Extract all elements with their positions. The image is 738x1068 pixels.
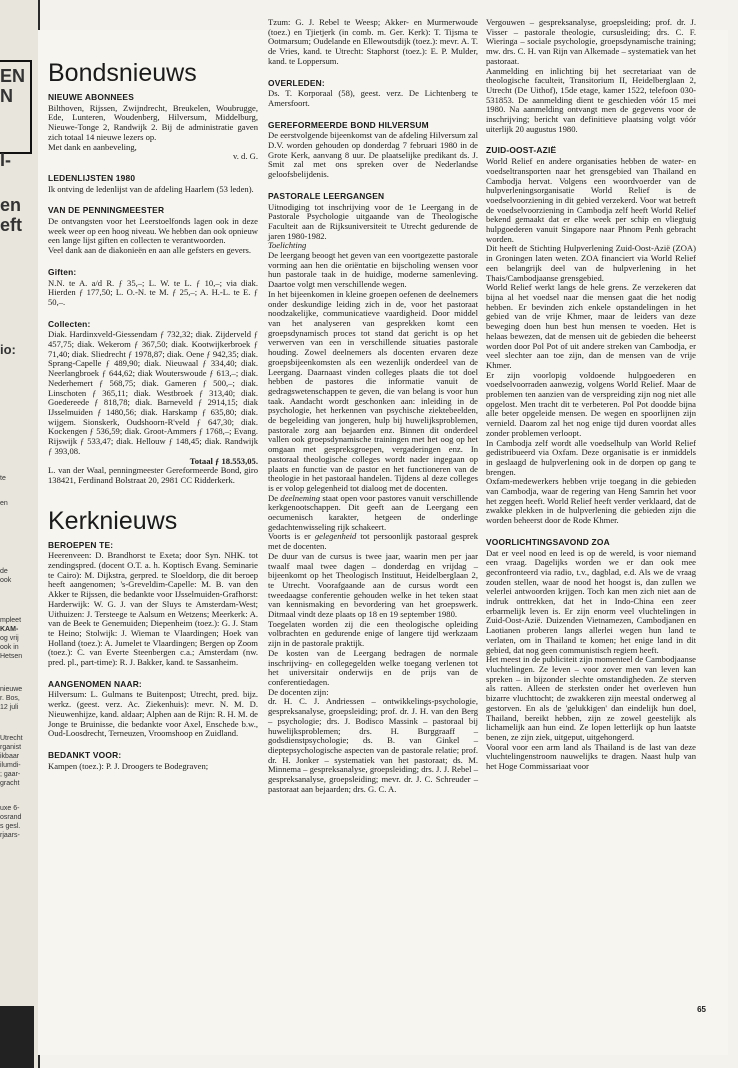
section-title-kerknieuws: Kerknieuws [48, 506, 178, 535]
paragraph: Ds. T. Korporaal (58), geest. verz. De Lichtenberg te Amersfoort. [268, 88, 478, 108]
paragraph: De kosten van de Leergang bedragen de normale inschrijving- en collegegelden welke toegang verlenen tot het universitair onderwijs en de prijs van de conferentiedagen. [268, 647, 478, 687]
margin-fragment: r. Bos, [0, 695, 20, 702]
margin-fragment: te [0, 475, 6, 482]
heading-aangenomen: AANGENOMEN NAAR: [48, 678, 142, 689]
subheading-toelichting: Toelichting [268, 240, 307, 251]
margin-fragment: I- [0, 150, 11, 170]
paragraph [268, 494, 478, 533]
heading-bond-hilversum: GEREFORMEERDE BOND HILVERSUM [268, 119, 429, 130]
paragraph: Oxfam-medewerkers hebben vrije toegang in die gebieden van Cambodja, waar de regering van Heng Samrin het voor het zeggen heeft. World Relief heeft verder verklaard, dat de zwakke plekken in de hulpverlening die gebieden zijn die worden beheerst door de Rode Khmer. [486, 476, 696, 526]
heading-collecten: Collecten: [48, 318, 91, 329]
margin-fragment: KAM- [0, 626, 19, 633]
margin-fragment: uxe 6- [0, 805, 20, 812]
heading-ledenlijsten: LEDENLIJSTEN 1980 [48, 172, 136, 183]
heading-beroepen: BEROEPEN TE: [48, 539, 114, 550]
margin-fragment: ; gaar- [0, 771, 21, 778]
section-title-bondsnieuws: Bondsnieuws [48, 59, 197, 87]
heading-bedankt: BEDANKT VOOR: [48, 749, 122, 760]
paragraph: World Relief en andere organisaties hebben de water- en voedseltransporten naar het grensgebied van Thailand en Cambodja hervat. Volgens een woordvoerder van de hulpverleningsorganisatie World Relief is de voedselvoorziening in dit gebied verzekerd. Voor wat betreft de voedselvoorziening in Cambodja zelf heeft World Relief bekend gemaakt dat er elke week per schip en vliegtuig hulpgoederen vanuit Singapore naar Phnom Penh gebracht worden. [486, 156, 696, 244]
adjacent-page-margin [0, 0, 40, 1068]
heading-giften: Giften: [48, 266, 77, 277]
margin-fragment: gracht [0, 780, 20, 787]
paragraph: Veel dank aan de diakonieën en aan alle gefsters en gevers. [48, 245, 252, 256]
margin-fragment: rjaars- [0, 832, 20, 839]
margin-fragment: N [0, 86, 13, 106]
paragraph: Heerenveen: D. Brandhorst te Exeta; door Syn. NHK. tot zendingspred. (docent O.T. a. h. Koptisch Evang. Seminarie te Cairo): M. Dijkstra, gerpred. te Sloeldorp, die dit beroep heeft aangenomen; 's-Greveldim-Capelle: M. B. van den Akker te Rijssen, die bedankte voor IJsselmuiden-Grafhorst: Harderwijk: W. G. J. van der Sluys te Amsterdam-West; Uithuizen: J. Tersteege te Aalsum en Wetzens; Meerkerk: A. van de Beek te Genemuiden; Diepenheim (toez.): G. J. Stam te Heino; Stolwijk: J. Wieman te Vlaardingen; Hoek van Holland (toez.): A. Jumelet te Vlaardingen; Bergen op Zoom (toez.): C. van Everte Steenbergen c.a.; Amsterdam (nw. pred. pl., part-time): R. J. Bakker, kand. te Sassanheim. [48, 550, 258, 668]
margin-fragment: en [0, 500, 8, 507]
signature: v. d. G. [233, 151, 258, 162]
paragraph: World Relief werkt langs de hele grens. Ze verzekeren dat bijna al het voedsel naar die mensen gaat die het nodig hebben. Er bevinden zich enkele opstandelingen in het gebied van de vrije Khmer, maar de leiders van deze beweging doen hun best hun mensen te voeden. Het is helaas bewezen, dat de mensen uit de gebieden die beheerst worden door Pol Pot of uit andere streken van Cambodja, er veel slechter aan toe zijn, dan de mensen van de vrije Khmer. [486, 282, 696, 370]
margin-fragment: de [0, 568, 8, 575]
margin-fragment: ikbaar [0, 753, 20, 760]
paragraph: N.N. te A. a/d R. ƒ 35,–; L. W. te L. ƒ 10,–; via diak. Hierden ƒ 177,50; L. O.-N. te M. ƒ 25,–; A. H.-L. te E. ƒ 50,–. [48, 277, 258, 307]
paragraph: De docenten zijn: [268, 686, 329, 697]
text-run-italic: gelegenheid [314, 531, 357, 542]
paragraph: Hilversum: L. Gulmans te Buitenpost; Utrecht, pred. bijz. werkz. (geest. verz. Ac. Ziekenhuis): mevr. N. M. D. Nieuwenhijze, kand. aldaar; Alphen aan de Rijn: R. H. M. de Jonge te Bruinisse, die bedankte voor Axel, Enschede b.w., Oud-Loosdrecht, Terneuzen, Vroomshoop en Zuidland. [48, 689, 258, 739]
paragraph: Vergouwen – gespreksanalyse, groepsleiding; prof. dr. J. Visser – pastorale theologie, cursusleiding; drs. C. F. Wieringa – sociale psychologie, groepsdynamische training; mw. drs. C. H. van Rijn van Alkemade – systematiek van het pastoraat. [486, 17, 696, 66]
margin-fragment: eft [0, 215, 22, 235]
paragraph: Bilthoven, Rijssen, Zwijndrecht, Breukelen, Woubrugge, Ede, Lunteren, Woudenberg, Hilversum, Middelburg, Nieuwe-Tonge 2, Randwijk 2. Bij de administratie gaven zich totaal 14 nieuwe lezers op. [48, 102, 258, 142]
paragraph: De duur van de cursus is twee jaar, waarin men per jaar twaalf maal twee dagen – donderdag en vrijdag – bijeenkomt op het Theologisch Instituut, Heidelberglaan 2, te Utrecht. Voorafgaande aan de cursus wordt een tweedaagse conferentie gehouden welke in het teken staat van kennismaking en bevordering van het groepswerk. Ditmaal vindt deze plaats op 18 en 19 september 1980. [268, 550, 478, 620]
margin-fragment: Utrecht [0, 735, 23, 742]
paragraph: dr. H. C. J. Andriessen – ontwikkelings-psychologie, gespreksanalyse, groepsleiding; prof. dr. J. H. van den Berg – psychologie; drs. J. Bodisco Massink – pastoraal bij huwelijksproblemen; drs. H. Burggraaff – godsdienstpsychologie; ds. B. van Ginkel – dieptepsychologische aspecten van de pastorale relatie; prof. dr. H. Jonker – systematiek van het pastoraat; ds. M. Minnema – gespreksanalyse, groepsleiding; drs. J. J. Rebel – gespreksanalyse, groepsleiding; mevr. dr. J. C. Schreuder – pastoraat aan bejaarden; drs. G. C. A. [268, 696, 478, 794]
heading-voorlichtingsavond: VOORLICHTINGSAVOND ZOA [486, 536, 610, 547]
margin-fragment: nieuwe [0, 686, 23, 693]
text-run: tot persoonlijk pastoraal gesprek met de docenten. [268, 531, 479, 552]
heading-penningmeester: VAN DE PENNINGMEESTER [48, 205, 165, 216]
paragraph: Uitnodiging tot inschrijving voor de 1e Leergang in de Pastorale Psychologie uitgaande van de Theologische Faculteit aan de Rijksuniversiteit te Utrecht gedurende de jaren 1980-1982. [268, 201, 478, 241]
paragraph: Dat er veel nood en leed is op de wereld, is voor niemand een vraag. Dagelijks worden we er dan ook mee geconfronteerd via radio, t.v., dagblad, e.d. Als we de vraag zouden stellen, waar de nood het hoogst is, dan zullen we velerlei antwoorden krijgen. Toch kan men zich niet aan de indruk onttrekken, dat het in Indo-China een zeer erbarmelijk leven is. Er zijn enorm veel vluchtelingen in Zuid-Oost-Azië. Duizenden Vietnamezen, Cambodjanen en Laotianen proberen langs allerlei wegen hun land te verlaten, om in Thailand te komen; het enige land in dit gebied, dat nog geen communistisch regiem heeft. [486, 547, 696, 655]
heading-nieuwe-abonnees: NIEUWE ABONNEES [48, 92, 134, 102]
margin-fragment: 12 juli [0, 704, 19, 711]
paragraph: Het meest in de publiciteit zijn momenteel de Cambodjaanse vluchtelingen. Ze leven – voor zover men van leven kan spreken – in bijzonder slechte omstandigheden. Ze sterven als ratten. Alleen de sterksten onder het overleven hun bizarre vluchttocht; de zwakkeren zijn meestal onderweg al gestorven. En als de 'gelukkigen' dan eindelijk hun doel, Thailand, bereikt hebben, zijn ze zowel geestelijk als lichamelijk aan hun eind. Ze lopen letterlijk op hun laatste benen, ze zijn ziek, uitgeput, uitgehongerd. [486, 654, 696, 742]
margin-fragment: EN [0, 66, 26, 86]
paragraph: De eerstvolgende bijeenkomst van de afdeling Hilversum zal D.V. worden gehouden op donderdag 7 februari 1980 in de Grote Kerk, aanvang 8 uur. De plaatselijke predikant ds. J. Smit zal met ons spreken over de Nederlandse geloofsbelijdenis. [268, 130, 478, 180]
text-run: staat open voor pastores vanuit verschillende kerkgenootschappen. Dit geeft aan de Leergang een oecumenisch karakter, hetgeen de onderlinge gedachtenwisseling rijk schakeert. [268, 492, 478, 532]
margin-fragment: ook in [0, 644, 19, 651]
text-run: Voorts is er [268, 531, 315, 542]
margin-fragment: rganist [0, 744, 22, 751]
text-run: De [268, 492, 281, 503]
paragraph: Diak. Hardinxveld-Giessendam ƒ 732,32; diak. Zijderveld ƒ 457,75; diak. Wekerom ƒ 367,50; diak. Kootwijkerbroek ƒ 71,40; diak. Sliedrecht ƒ 1978,87; diak. Oene ƒ 942,35; diak. Sprang-Capelle ƒ 489,90; diak. Nieuwaal ƒ 334,40; diak. Neerlangbroek ƒ 644,62; diak Wouterswoude ƒ 613,–; diak. Nederhemert ƒ 568,75; diak. Gameren ƒ 500,–; diak. Linschoten ƒ 365,11; diak. Westbroek ƒ 313,40; diak. Goedereede ƒ 818,78; diak. Barneveld ƒ 2914,15; diak IJsselmuiden ƒ 1480,56; diak. Harskamp ƒ 635,80; diak. wijgem. Sionskerk, Oudshoorn-R'veld ƒ 647,30; diak. Kockengen ƒ 536,59; diak. Groot-Ammers ƒ 1768,–; Evang. Rijswijk ƒ 533,47; diak. Hellouw ƒ 148,45; diak. Randwijk ƒ 393,08. [48, 329, 258, 456]
column-1 [48, 60, 258, 771]
total-amount: Totaal ƒ 18.553,05. [189, 455, 258, 466]
margin-fragment: osrand [0, 814, 22, 821]
margin-fragment: io: [0, 342, 16, 357]
margin-fragment: s gesl. [0, 823, 21, 830]
paragraph: Dit heeft de Stichting Hulpverlening Zuid-Oost-Azië (ZOA) in Groningen laten weten. ZOA financiert via World Relief een belangrijk deel van de hulpverlening in het Thais/Cambodjaanse grensgebied. [486, 243, 696, 283]
heading-overleden: OVERLEDEN: [268, 77, 325, 88]
paragraph: Tzum: G. J. Rebel te Weesp; Akker- en Murmerwoude (toez.) en Tjietjerk (in comb. m. Ger. Kerk): T. Tijsma te Ootmarsum; Oudelande en Ellewoutsdijk (toez.): mevr. A. T. de Vries, kand. te Utrecht: Staphorst (toez.): E. P. Mulder, kand. te Loppersum. [268, 17, 478, 66]
margin-dotted-box [0, 1006, 34, 1068]
paragraph: De ontvangsten voor het Leerstoelfonds lagen ook in deze week weer op een hoog niveau. We hebben dan ook opnieuw een lange lijst giften en collecten te verantwoorden. [48, 216, 258, 246]
margin-fragment: ilumdi- [0, 762, 21, 769]
paragraph: Met dank en aanbeveling, [48, 141, 137, 152]
column-3 [486, 18, 696, 772]
margin-fragment: en [0, 195, 22, 215]
margin-fragment: mpleet [0, 617, 22, 624]
heading-zuid-oost-azie: ZUID-OOST-AZIË [486, 145, 557, 156]
paragraph: Kampen (toez.): P. J. Droogers te Bodegraven; [48, 760, 209, 771]
paragraph: L. van der Waal, penningmeester Gereformeerde Bond, giro 138421, Ferdinand Bolstraat 20, 2981 CC Ridderkerk. [48, 465, 258, 485]
paragraph: In het bijeenkomen in kleine groepen oefenen de deelnemers onder deskundige leiding zich in de, voor het pastoraat noodzakelijke, communicatieve vaardigheid. Door middel van het analyseren van gesprekken komt een groepsdynamisch proces tot stand dat gericht is op het verwerven van een in verschillende situaties pastorale houding. Zowel deelnemers als docenten ervaren deze groepsbijeenkomsten als een wezenlijk onderdeel van de Leergang. Daarnaast vinden colleges plaats die tot doel hebben de pastores die informatie vanuit de gedragswetenschappen te geven, die van belang is voor hun taak. Aandacht wordt geschonken aan: inleiding in de psychologie, het herkennen van psychische ziektebeelden, de begeleiding van jongeren, hulp bij huwelijksproblemen, pastorale zorg aan bejaarden enz. Binnen dit onderdeel vallen ook groepsdynamische trainingen met het oog op het omgaan met gespreksgroepen, vergaderingen enz. In pastoraal theologische colleges wordt nader ingegaan op plaats en functie van de pastor en het functioneren van de theologie in het pastoraal handelen. Tijdens al deze colleges is er volop gelegenheid tot dialoog met de docenten. [268, 288, 478, 493]
paragraph [268, 532, 478, 551]
page-number: 65 [697, 1005, 706, 1014]
text-run-italic: deelneming [280, 492, 321, 503]
paragraph: De leergang beoogt het geven van een voortgezette pastorale vorming aan hen die oriëntatie en bijscholing wensen voor hun pastorale taak in de huidige, moderne samenleving. Daartoe volgt men verschillende wegen. [268, 250, 478, 290]
paragraph: Er zijn voorlopig voldoende hulpgoederen en voedselvoorraden aanwezig, volgens World Relief. Maar de problemen ten aanzien van de verspreiding zijn nog niet alle opgelost. Men tracht dit te verbeteren. Pol Pot doodde bijna alle beter opgeleide mensen. De wegen en spoorlijnen zijn vernield. Daarom zal het nog enige tijd duren voordat alles zonder problemen verloopt. [486, 369, 696, 438]
margin-fragment: Hetsen [0, 653, 23, 660]
heading-pastorale-leergangen: PASTORALE LEERGANGEN [268, 190, 385, 201]
paragraph: Ik ontving de ledenlijst van de afdeling Haarlem (53 leden). [48, 183, 254, 194]
column-2 [268, 18, 478, 794]
paragraph: In Cambodja zelf wordt alle voedselhulp van World Relief gedistribueerd via Oxfam. Deze organisatie is er inmiddels in geslaagd de hulpverlening ook in de dorpen op gang te brengen. [486, 437, 696, 477]
paragraph: Toegelaten worden zij die een theologische opleiding volbrachten en gedurende enige of langere tijd werkzaam zijn in de pastorale praktijk. [268, 618, 478, 649]
margin-fragment: og vrij [0, 635, 19, 642]
paragraph: Aanmelding en inlichting bij het secretariaat van de theologische faculteit, Transitorium II, Heidelberglaan 2, Utrecht (De Uithof), 15de etage, kamer 1522, telefoon 030-531853. De aanmelding dient te geschieden vóór 15 mei 1980. Na aanmelding ontvangt men de gegevens voor de inschrijving; bericht van definitieve plaatsing volgt vóór uiterlijk 20 augustus 1980. [486, 65, 696, 134]
margin-fragment: ook [0, 577, 12, 584]
paragraph: Vooral voor een arm land als Thailand is de last van deze vluchtelingenstroom nauwelijks te dragen. Naast hulp van het Hoge Commissariaat voor [486, 741, 696, 772]
